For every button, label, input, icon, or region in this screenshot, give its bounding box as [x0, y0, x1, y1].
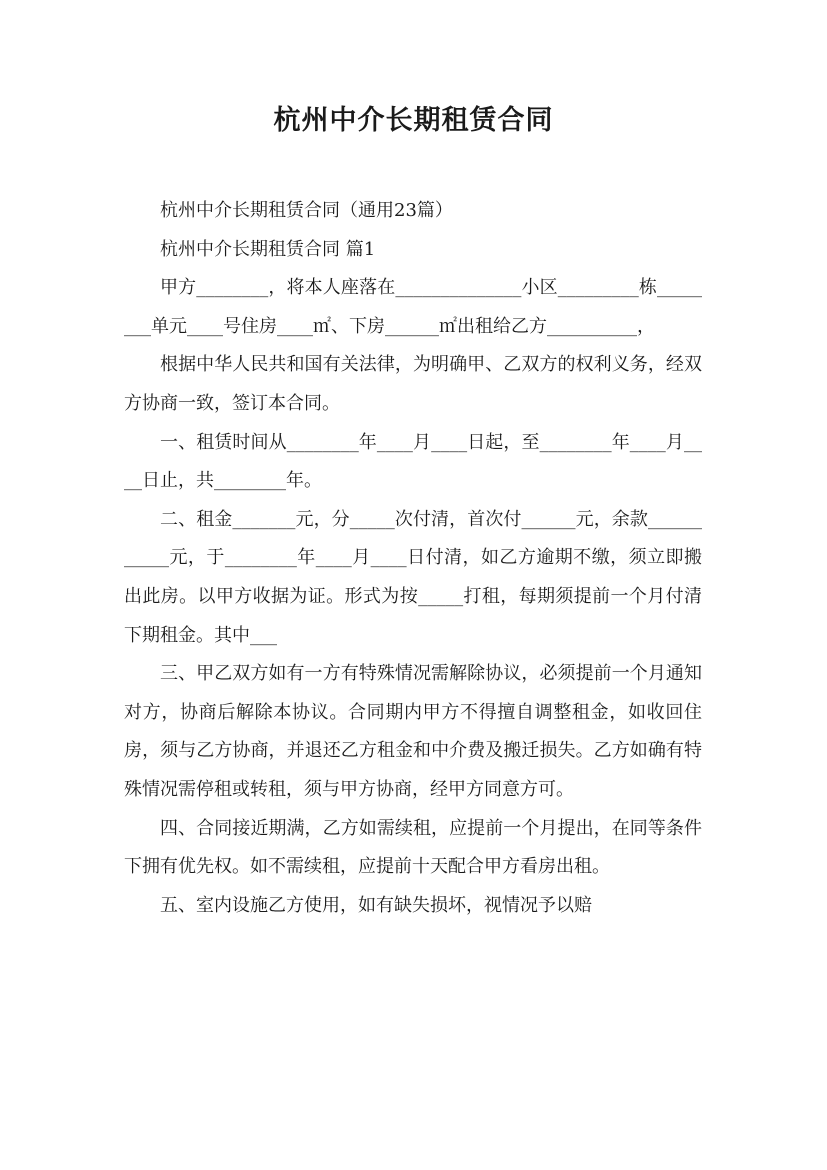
- paragraph-clause-5: 五、室内设施乙方使用，如有缺失损坏，视情况予以赔: [160, 894, 592, 916]
- paragraph-clause-2: 二、租金_______元，分_____次付清，首次付______元，余款___________元，于________年____月____日付清，如乙方逾期不缴，须立即搬出此房。以甲方收据为证。形式为按_____打租，每期须提前一个月付清下期租金。其中___: [124, 508, 702, 646]
- paragraph-clause-1: 一、租赁时间从________年____月____日起，至________年____月____日止，共________年。: [124, 431, 702, 492]
- paragraph-preamble: 根据中华人民共和国有关法律，为明确甲、乙双方的权利义务，经双方协商一致，签订本合同。: [124, 354, 702, 414]
- paragraph-article-heading: 杭州中介长期租赁合同 篇1: [160, 238, 376, 260]
- paragraph-subtitle: 杭州中介长期租赁合同（通用23篇）: [160, 200, 453, 221]
- paragraph-clause-4: 四、合同接近期满，乙方如需续租，应提前一个月提出，在同等条件下拥有优先权。如不需续租，应提前十天配合甲方看房出租。: [124, 817, 702, 878]
- document-body: [124, 192, 702, 925]
- document-title: 杭州中介长期租赁合同: [273, 105, 554, 136]
- paragraph-clause-3: 三、甲乙双方如有一方有特殊情况需解除协议，必须提前一个月通知对方，协商后解除本协议。合同期内甲方不得擅自调整租金，如收回住房，须与乙方协商，并退还乙方租金和中介费及搬迁损失。乙方如确有特殊情况需停租或转租，须与甲方协商，经甲方同意方可。: [124, 663, 702, 800]
- paragraph-parties: 甲方________，将本人座落在______________小区_________栋________单元____号住房____㎡、下房______㎡出租给乙方__________，: [124, 277, 702, 337]
